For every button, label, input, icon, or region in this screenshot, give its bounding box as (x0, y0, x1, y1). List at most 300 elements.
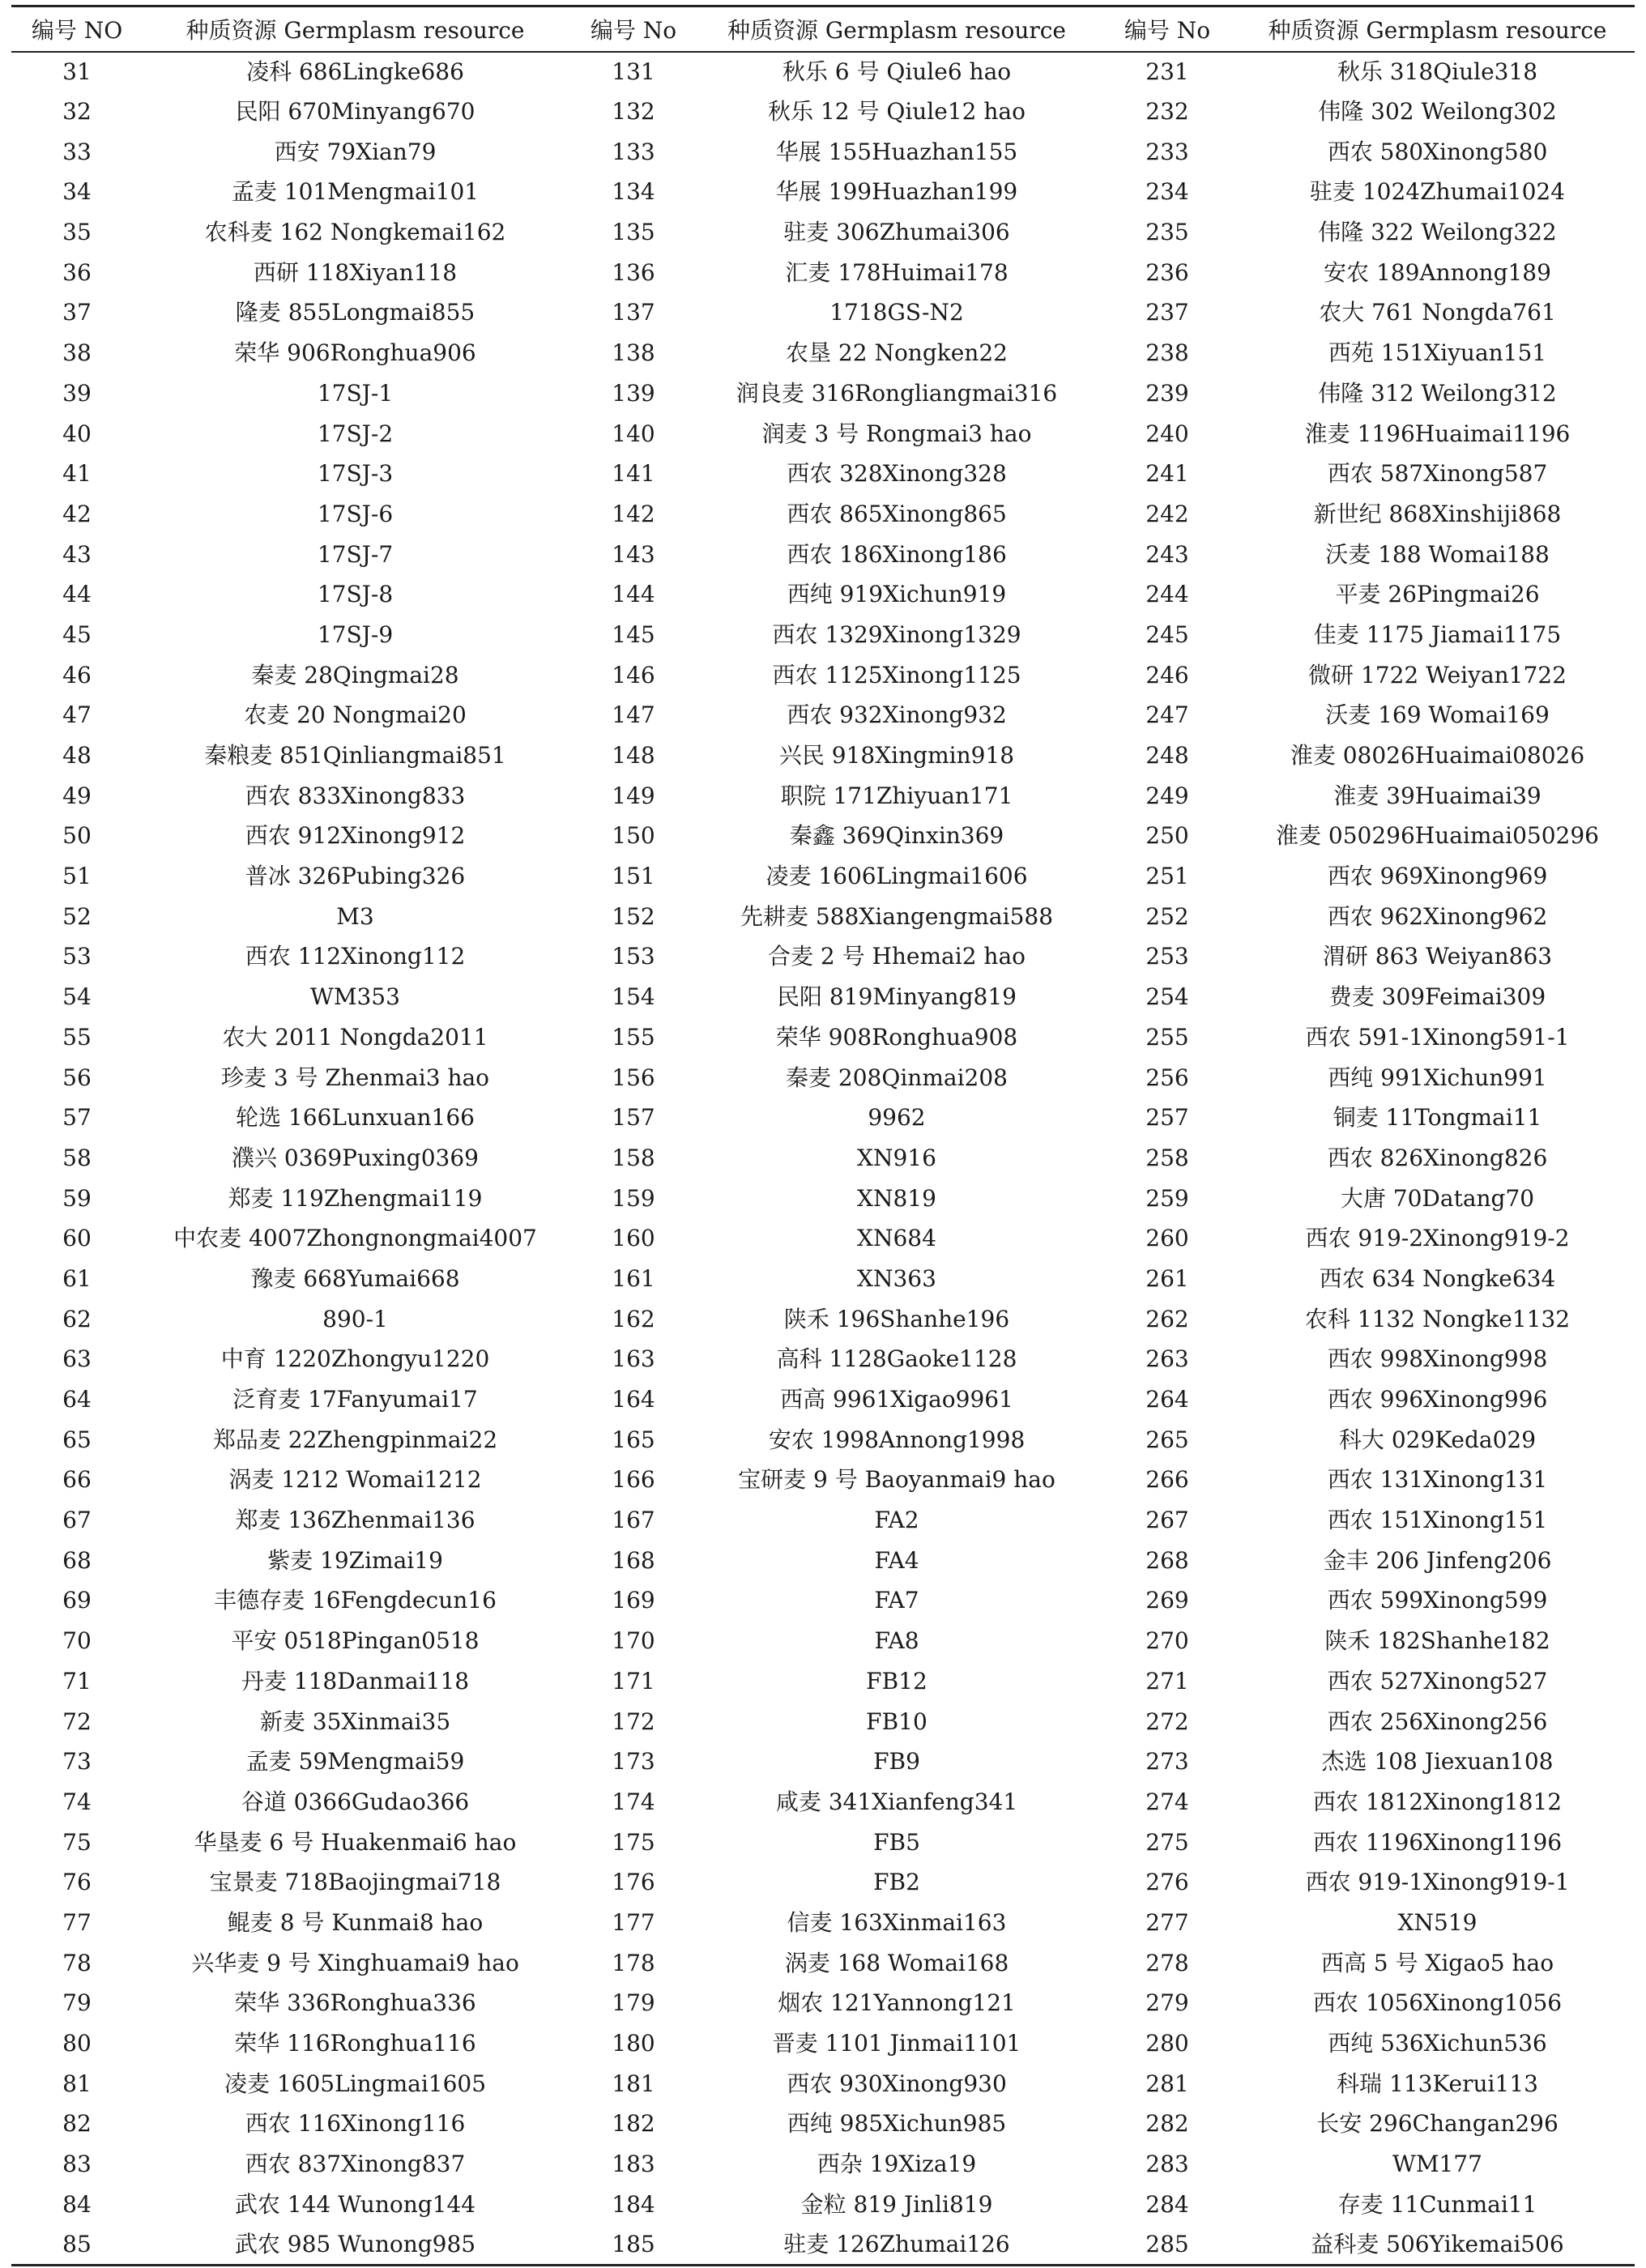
cell-resource: 丰德存麦 16Fengdecun16 (214, 1587, 497, 1614)
cell-no: 236 (1145, 258, 1189, 286)
cell-no: 65 (62, 1426, 92, 1453)
header-no-2: 编号 No (568, 6, 699, 52)
table-row (11, 1702, 1635, 1742)
cell-no: 234 (1145, 178, 1189, 206)
table-row (11, 1340, 1635, 1380)
table-row (11, 2225, 1635, 2266)
table-row (11, 1420, 1635, 1460)
cell-resource: 淮麦 39Huaimai39 (1333, 782, 1542, 809)
cell-no: 249 (1145, 782, 1189, 809)
cell-resource: 郑麦 136Zhenmai136 (235, 1507, 475, 1534)
cell-resource: 西农 1056Xinong1056 (1312, 1989, 1563, 2017)
cell-resource: 西农 932Xinong932 (787, 701, 1007, 729)
cell-no: 85 (11, 2225, 143, 2266)
cell-no: 75 (62, 1828, 92, 1856)
cell-no: 76 (62, 1869, 92, 1896)
cell-resource: 中农麦 4007Zhongnongmai4007 (173, 1225, 537, 1252)
cell-no: 179 (612, 1989, 655, 2017)
cell-resource: 淮麦 1196Huaimai1196 (1304, 420, 1571, 447)
cell-no: 77 (62, 1908, 92, 1936)
cell-resource: 西农 591-1Xinong591-1 (1305, 1023, 1570, 1051)
cell-resource: 先耕麦 588Xiangengmai588 (740, 902, 1054, 930)
table-row (11, 212, 1635, 253)
cell-resource: 西农 826Xinong826 (1327, 1144, 1548, 1171)
cell-resource: 兴民 918Xingmin918 (778, 742, 1015, 770)
cell-resource: 西农 1125Xinong1125 (772, 661, 1021, 688)
cell-resource: WM353 (310, 983, 400, 1011)
cell-resource: 咸麦 341Xianfeng341 (775, 1788, 1018, 1815)
cell-no: 169 (612, 1587, 655, 1614)
cell-no: 158 (612, 1144, 655, 1171)
cell-resource: 驻麦 1024Zhumai1024 (1309, 178, 1566, 206)
header-no-3: 编号 No (1094, 6, 1240, 52)
cell-no: 166 (612, 1466, 655, 1494)
cell-no: 37 (62, 299, 92, 326)
cell-resource: XN819 (857, 1184, 936, 1212)
cell-no: 62 (62, 1305, 92, 1332)
cell-resource: 丹麦 118Danmai118 (241, 1667, 470, 1695)
cell-resource: FA4 (874, 1546, 919, 1574)
table-body (11, 52, 1635, 2266)
cell-resource: 费麦 309Feimai309 (1328, 983, 1546, 1011)
table-row (11, 1943, 1635, 1984)
cell-resource: 涡麦 1212 Womai1212 (228, 1466, 482, 1494)
cell-resource: FB10 (866, 1707, 927, 1735)
table-row (11, 1379, 1635, 1420)
cell-resource: 驻麦 126Zhumai126 (699, 2225, 1094, 2266)
cell-resource: 农麦 20 Nongmai20 (244, 701, 467, 729)
cell-no: 147 (612, 701, 655, 729)
cell-no: 149 (612, 782, 655, 809)
table-row (11, 937, 1635, 978)
cell-resource: 民阳 819Minyang819 (777, 983, 1017, 1011)
cell-no: 277 (1145, 1908, 1189, 1936)
cell-resource: 西纯 536Xichun536 (1328, 2030, 1547, 2057)
cell-no: 240 (1145, 420, 1189, 447)
table-row (11, 1218, 1635, 1259)
cell-no: 48 (62, 742, 92, 770)
cell-no: 53 (62, 943, 92, 970)
cell-no: 285 (1094, 2225, 1240, 2266)
cell-resource: 凌麦 1606Lingmai1606 (765, 863, 1028, 890)
cell-no: 70 (62, 1627, 92, 1655)
cell-resource: 大唐 70Datang70 (1340, 1184, 1535, 1212)
cell-no: 66 (62, 1466, 92, 1494)
cell-no: 250 (1145, 822, 1189, 850)
cell-resource: 汇麦 178Huimai178 (785, 258, 1008, 286)
cell-resource: 890-1 (322, 1305, 388, 1332)
cell-resource: 西高 5 号 Xigao5 hao (1320, 1949, 1554, 1976)
cell-no: 64 (62, 1386, 92, 1413)
table-row (11, 655, 1635, 696)
table-row (11, 1179, 1635, 1219)
cell-resource: 宝研麦 9 号 Baoyanmai9 hao (738, 1466, 1055, 1494)
cell-no: 180 (612, 2030, 655, 2057)
cell-no: 248 (1145, 742, 1189, 770)
cell-no: 33 (62, 138, 92, 165)
cell-resource: 沃麦 188 Womai188 (1325, 540, 1550, 568)
cell-no: 83 (62, 2151, 92, 2178)
cell-resource: FB12 (866, 1667, 927, 1695)
cell-no: 264 (1145, 1386, 1189, 1413)
cell-resource: 秦鑫 369Qinxin369 (789, 822, 1004, 850)
cell-resource: 西农 1812Xinong1812 (1312, 1788, 1563, 1815)
cell-no: 254 (1145, 983, 1189, 1011)
cell-no: 164 (612, 1386, 655, 1413)
cell-resource: 佳麦 1175 Jiamai1175 (1313, 620, 1562, 648)
cell-resource: 中育 1220Zhongyu1220 (220, 1345, 490, 1373)
cell-no: 34 (62, 178, 92, 206)
cell-no: 183 (612, 2151, 655, 2178)
table-row (11, 897, 1635, 937)
table-row (11, 535, 1635, 575)
cell-no: 144 (612, 581, 655, 608)
cell-resource: XN684 (857, 1225, 936, 1252)
cell-resource: 铜麦 11Tongmai11 (1333, 1104, 1542, 1132)
cell-no: 178 (612, 1949, 655, 1976)
table-header-row (11, 6, 1635, 52)
cell-no: 231 (1145, 58, 1189, 85)
cell-resource: 兴华麦 9 号 Xinghuamai9 hao (191, 1949, 519, 1976)
cell-resource: 西农 833Xinong833 (245, 782, 466, 809)
cell-resource: 17SJ-6 (317, 500, 394, 527)
cell-resource: 高科 1128Gaoke1128 (776, 1345, 1017, 1373)
cell-no: 148 (612, 742, 655, 770)
cell-resource: 西研 118Xiyan118 (253, 258, 458, 286)
table-row (11, 776, 1635, 816)
cell-no: 68 (62, 1546, 92, 1574)
cell-no: 40 (62, 420, 92, 447)
cell-no: 177 (612, 1908, 655, 1936)
cell-no: 79 (62, 1989, 92, 2017)
cell-resource: 西农 837Xinong837 (245, 2151, 466, 2178)
cell-no: 282 (1145, 2110, 1189, 2138)
cell-no: 245 (1145, 620, 1189, 648)
cell-resource: 武农 985 Wunong985 (143, 2225, 568, 2266)
cell-no: 262 (1145, 1305, 1189, 1332)
cell-no: 251 (1145, 863, 1189, 890)
cell-resource: 伟隆 322 Weilong322 (1318, 219, 1557, 246)
table-row (11, 2023, 1635, 2064)
cell-resource: 淮麦 08026Huaimai08026 (1290, 742, 1585, 770)
cell-no: 241 (1145, 460, 1189, 488)
cell-resource: 润良麦 316Rongliangmai316 (736, 379, 1058, 407)
cell-resource: 平安 0518Pingan0518 (231, 1627, 480, 1655)
cell-no: 45 (62, 620, 92, 648)
cell-resource: 安农 189Annong189 (1324, 258, 1551, 286)
cell-no: 138 (612, 339, 655, 367)
cell-no: 173 (612, 1748, 655, 1776)
cell-resource: 益科麦 506Yikemai506 (1240, 2225, 1635, 2266)
table-row (11, 615, 1635, 655)
table-row (11, 1541, 1635, 1581)
cell-resource: 长安 296Changan296 (1316, 2110, 1559, 2138)
cell-no: 50 (62, 822, 92, 850)
cell-no: 55 (62, 1023, 92, 1051)
cell-resource: 渭研 863 Weiyan863 (1322, 943, 1553, 970)
cell-no: 270 (1145, 1627, 1189, 1655)
cell-resource: 涡麦 168 Womai168 (784, 1949, 1009, 1976)
cell-resource: WM177 (1392, 2151, 1482, 2178)
cell-resource: 西农 1329Xinong1329 (772, 620, 1021, 648)
cell-resource: 职院 171Zhiyuan171 (780, 782, 1013, 809)
cell-resource: 凌科 686Lingke686 (246, 58, 464, 85)
cell-resource: 农大 2011 Nongda2011 (222, 1023, 488, 1051)
cell-resource: 淮麦 050296Huaimai050296 (1276, 822, 1599, 850)
cell-no: 167 (612, 1507, 655, 1534)
cell-no: 235 (1145, 219, 1189, 246)
cell-no: 283 (1145, 2151, 1189, 2178)
cell-no: 260 (1145, 1225, 1189, 1252)
cell-no: 266 (1145, 1466, 1189, 1494)
cell-no: 39 (62, 379, 92, 407)
cell-resource: 晋麦 1101 Jinmai1101 (772, 2030, 1021, 2057)
cell-no: 184 (612, 2190, 655, 2218)
table-row (11, 816, 1635, 857)
cell-resource: 华垦麦 6 号 Huakenmai6 hao (194, 1828, 517, 1856)
cell-no: 132 (612, 98, 655, 126)
cell-resource: 孟麦 101Mengmai101 (231, 178, 480, 206)
cell-no: 246 (1145, 661, 1189, 688)
cell-no: 46 (62, 661, 92, 688)
cell-resource: 陕禾 182Shanhe182 (1324, 1627, 1550, 1655)
cell-resource: FA7 (874, 1587, 919, 1614)
cell-no: 42 (62, 500, 92, 527)
cell-no: 265 (1145, 1426, 1189, 1453)
cell-resource: 沃麦 169 Womai169 (1325, 701, 1550, 729)
cell-no: 140 (612, 420, 655, 447)
cell-no: 237 (1145, 299, 1189, 326)
cell-resource: 荣华 906Ronghua906 (234, 339, 476, 367)
cell-resource: 润麦 3 号 Rongmai3 hao (761, 420, 1032, 447)
table-row (11, 735, 1635, 776)
table-row (11, 1661, 1635, 1702)
table-row (11, 454, 1635, 494)
cell-no: 36 (62, 258, 92, 286)
cell-no: 82 (62, 2110, 92, 2138)
header-no-1: 编号 NO (11, 6, 143, 52)
cell-no: 35 (62, 219, 92, 246)
cell-resource: 濮兴 0369Puxing0369 (232, 1144, 479, 1171)
table-row (11, 333, 1635, 373)
table-row (11, 494, 1635, 535)
cell-no: 151 (612, 863, 655, 890)
cell-no: 131 (612, 58, 655, 85)
cell-resource: 17SJ-8 (317, 581, 394, 608)
table-row (11, 92, 1635, 132)
cell-resource: 新世纪 868Xinshiji868 (1313, 500, 1562, 527)
cell-resource: 郑品麦 22Zhengpinmai22 (212, 1426, 498, 1453)
cell-resource: 9962 (868, 1104, 926, 1132)
cell-resource: 西农 112Xinong112 (245, 943, 466, 970)
cell-resource: 西农 919-1Xinong919-1 (1305, 1869, 1570, 1896)
cell-no: 162 (612, 1305, 655, 1332)
cell-resource: 17SJ-9 (317, 620, 394, 648)
cell-resource: FB9 (873, 1748, 920, 1776)
cell-resource: 西农 998Xinong998 (1327, 1345, 1548, 1373)
cell-no: 257 (1145, 1104, 1189, 1132)
cell-resource: 杰选 108 Jiexuan108 (1321, 1748, 1554, 1776)
cell-resource: 秦麦 28Qingmai28 (251, 661, 459, 688)
cell-resource: 农科 1132 Nongke1132 (1304, 1305, 1571, 1332)
table-row (11, 132, 1635, 173)
table-row (11, 1984, 1635, 2024)
germplasm-table-container (11, 5, 1646, 2266)
cell-resource: 秋乐 12 号 Qiule12 hao (768, 98, 1026, 126)
cell-resource: 17SJ-3 (317, 460, 394, 488)
cell-resource: 金丰 206 Jinfeng206 (1323, 1546, 1552, 1574)
cell-resource: 伟隆 302 Weilong302 (1318, 98, 1557, 126)
cell-no: 152 (612, 902, 655, 930)
cell-no: 239 (1145, 379, 1189, 407)
cell-no: 255 (1145, 1023, 1189, 1051)
cell-resource: 西农 151Xinong151 (1327, 1507, 1548, 1534)
cell-no: 71 (62, 1667, 92, 1695)
table-row (11, 574, 1635, 615)
table-row (11, 1500, 1635, 1541)
cell-resource: 华展 155Huazhan155 (775, 138, 1018, 165)
table-row (11, 1299, 1635, 1340)
table-row (11, 2104, 1635, 2145)
table-row (11, 52, 1635, 92)
cell-resource: 华展 199Huazhan199 (775, 178, 1018, 206)
cell-resource: 西农 865Xinong865 (787, 500, 1007, 527)
cell-no: 146 (612, 661, 655, 688)
header-resource-3: 种质资源 Germplasm resource (1240, 6, 1635, 52)
cell-resource: 西农 1196Xinong1196 (1312, 1828, 1563, 1856)
cell-no: 51 (62, 863, 92, 890)
table-row (11, 1621, 1635, 1661)
cell-resource: 宝景麦 718Baojingmai718 (209, 1869, 501, 1896)
cell-resource: 西纯 991Xichun991 (1328, 1064, 1547, 1091)
cell-resource: 科大 029Keda029 (1338, 1426, 1537, 1453)
cell-no: 60 (62, 1225, 92, 1252)
cell-resource: FB5 (873, 1828, 920, 1856)
cell-no: 58 (62, 1144, 92, 1171)
cell-no: 157 (612, 1104, 655, 1132)
cell-no: 272 (1145, 1707, 1189, 1735)
cell-resource: 17SJ-7 (317, 540, 394, 568)
cell-resource: 西农 131Xinong131 (1327, 1466, 1548, 1494)
cell-no: 78 (62, 1949, 92, 1976)
cell-resource: 荣华 116Ronghua116 (234, 2030, 476, 2057)
table-row (11, 373, 1635, 414)
cell-resource: XN916 (857, 1144, 936, 1171)
cell-no: 84 (62, 2190, 92, 2218)
cell-no: 135 (612, 219, 655, 246)
cell-no: 185 (568, 2225, 699, 2266)
cell-no: 168 (612, 1546, 655, 1574)
cell-no: 67 (62, 1507, 92, 1534)
cell-no: 81 (62, 2070, 92, 2097)
table-row (11, 1098, 1635, 1138)
cell-resource: 西农 186Xinong186 (787, 540, 1007, 568)
cell-no: 170 (612, 1627, 655, 1655)
cell-no: 31 (62, 58, 92, 85)
table-row (11, 1259, 1635, 1299)
cell-resource: 西农 912Xinong912 (245, 822, 466, 850)
cell-no: 133 (612, 138, 655, 165)
cell-no: 280 (1145, 2030, 1189, 2057)
cell-no: 74 (62, 1788, 92, 1815)
cell-no: 271 (1145, 1667, 1189, 1695)
cell-resource: 西农 328Xinong328 (787, 460, 1007, 488)
cell-resource: 西纯 985Xichun985 (787, 2110, 1007, 2138)
cell-no: 38 (62, 339, 92, 367)
cell-resource: 西农 969Xinong969 (1327, 863, 1548, 890)
cell-no: 154 (612, 983, 655, 1011)
cell-no: 141 (612, 460, 655, 488)
cell-no: 253 (1145, 943, 1189, 970)
cell-resource: 17SJ-1 (317, 379, 394, 407)
cell-no: 160 (612, 1225, 655, 1252)
cell-no: 281 (1145, 2070, 1189, 2097)
cell-resource: 西农 634 Nongke634 (1319, 1264, 1556, 1292)
cell-no: 153 (612, 943, 655, 970)
cell-no: 73 (62, 1748, 92, 1776)
cell-no: 56 (62, 1064, 92, 1091)
cell-no: 181 (612, 2070, 655, 2097)
cell-no: 243 (1145, 540, 1189, 568)
cell-no: 256 (1145, 1064, 1189, 1091)
cell-no: 145 (612, 620, 655, 648)
cell-resource: 西农 256Xinong256 (1327, 1707, 1548, 1735)
cell-no: 155 (612, 1023, 655, 1051)
table-row (11, 414, 1635, 454)
cell-resource: 西农 599Xinong599 (1327, 1587, 1548, 1614)
table-row (11, 1742, 1635, 1782)
cell-resource: 微研 1722 Weiyan1722 (1308, 661, 1567, 688)
cell-resource: FB2 (873, 1869, 920, 1896)
cell-resource: 西农 116Xinong116 (245, 2110, 466, 2138)
cell-no: 163 (612, 1345, 655, 1373)
cell-resource: 西纯 919Xichun919 (787, 581, 1007, 608)
cell-resource: 豫麦 668Yumai668 (250, 1264, 460, 1292)
cell-no: 242 (1145, 500, 1189, 527)
cell-resource: 秦麦 208Qinmai208 (786, 1064, 1008, 1091)
cell-resource: 西农 527Xinong527 (1327, 1667, 1548, 1695)
cell-no: 176 (612, 1869, 655, 1896)
cell-no: 72 (62, 1707, 92, 1735)
table-row (11, 1017, 1635, 1058)
cell-no: 63 (62, 1345, 92, 1373)
cell-no: 268 (1145, 1546, 1189, 1574)
table-row (11, 253, 1635, 293)
cell-resource: 西苑 151Xiyuan151 (1328, 339, 1547, 367)
table-row (11, 696, 1635, 736)
cell-resource: 珍麦 3 号 Zhenmai3 hao (220, 1064, 490, 1091)
germplasm-table (11, 5, 1635, 2266)
table-row (11, 1138, 1635, 1179)
cell-resource: 农大 761 Nongda761 (1319, 299, 1556, 326)
table-row (11, 856, 1635, 897)
cell-resource: 西高 9961Xigao9961 (780, 1386, 1013, 1413)
cell-no: 150 (612, 822, 655, 850)
cell-no: 43 (62, 540, 92, 568)
cell-resource: 安农 1998Annong1998 (768, 1426, 1026, 1453)
cell-no: 275 (1145, 1828, 1189, 1856)
table-row (11, 173, 1635, 213)
cell-no: 276 (1145, 1869, 1189, 1896)
cell-resource: 秋乐 318Qiule318 (1337, 58, 1538, 85)
cell-no: 259 (1145, 1184, 1189, 1212)
cell-resource: 秦粮麦 851Qinliangmai851 (204, 742, 506, 770)
cell-resource: 科瑞 113Kerui113 (1337, 2070, 1538, 2097)
cell-resource: XN519 (1397, 1908, 1478, 1936)
cell-resource: 合麦 2 号 Hhemai2 hao (767, 943, 1026, 970)
cell-no: 134 (612, 178, 655, 206)
cell-no: 247 (1145, 701, 1189, 729)
